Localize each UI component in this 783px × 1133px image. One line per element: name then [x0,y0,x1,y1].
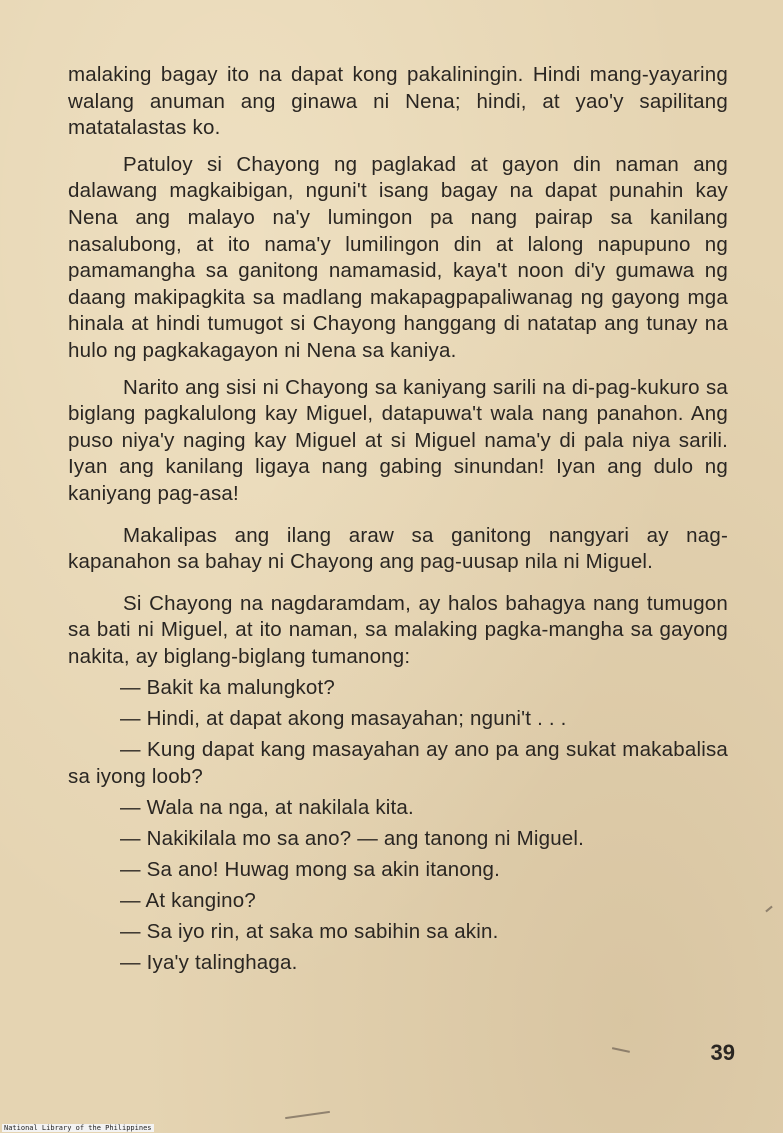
dialogue-line: — Kung dapat kang masayahan ay ano pa ang sukat makabalisa sa iyong loob? [68,738,728,788]
paragraph-si-chayong: Si Chayong na nagdaramdam, ay halos bahagya nang tumugon sa bati ni Miguel, at ito naman, sa malaking pagka-mangha sa gayong nakita, ay biglang-biglang tumanong: [68,591,728,668]
paragraph-continuation: malaking bagay ito na dapat kong pakaliningin. Hindi mang-yayaring walang anuman ang ginawa ni Nena; hindi, at yao'y sapilitang matatalastas ko. [68,63,728,140]
paragraph-makalipas: Makalipas ang ilang araw sa ganitong nangyari ay nag-kapanahon sa bahay ni Chayong ang pag-uusap nila ni Miguel. [68,523,728,574]
page-number: 39 [710,1040,735,1065]
dialogue-line: — Bakit ka malungkot? [120,675,335,699]
scan-credit: National Library of the Philippines [4,1124,152,1132]
dialogue-line: — Iya'y talinghaga. [120,951,298,975]
paragraph-patuloy: Patuloy si Chayong ng paglakad at gayon din naman ang dalawang magkaibigan, nguni't isang bagay na dapat punahin kay Nena ang malayo na'y lumingon pa nang pairap sa kanilang nasalubong, at ito nama'y lumilingon din at lalong napupuno ng pamamangha sa ganitong namamasid, kaya't noon di'y gumawa ng daang makipagkita sa madlang makapagpapaliwanag ng gayong mga hinala at hindi tumugot si Chayong hanggang di natatap ang tunay na hulo ng pagkakagayon ni Nena sa kaniya. [68,152,728,362]
paragraph-narito: Narito ang sisi ni Chayong sa kaniyang sarili na di-pag-kukuro sa biglang pagkalulong kay Miguel, datapuwa't wala nang panahon. Ang puso niya'y naging kay Miguel at si Miguel nama'y di pala niya sarili. Iyan ang kanilang ligaya nang gabing sinundan! Iyan ang dulo ng kaniyang pag-asa! [68,375,728,505]
pencil-mark [612,1047,630,1052]
dialogue-line: — At kangino? [120,889,256,913]
dialogue-line: — Hindi, at dapat akong masayahan; nguni't . . . [120,707,567,731]
page-body [68,62,728,977]
pencil-mark [285,1111,330,1119]
dialogue-line: — Nakikilala mo sa ano? — ang tanong ni Miguel. [120,826,585,850]
dialogue-line: — Sa iyo rin, at saka mo sabihin sa akin. [120,920,499,944]
dialogue-line: — Sa ano! Huwag mong sa akin itanong. [120,858,501,882]
dialogue-line: — Wala na nga, at nakilala kita. [120,795,414,819]
pencil-mark [765,906,772,913]
